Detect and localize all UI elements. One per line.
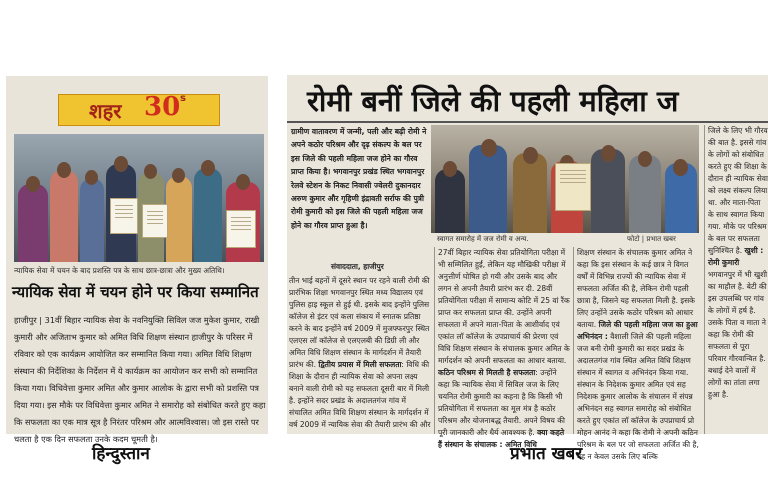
column-2-text-b: : उन्होंने कहा कि न्यायिक सेवा में सिविल जज के लिए चयनित रोमी कुमारी का कहना है कि किसी भी प्रतियोगिता में सफलता का मूल मंत्र है कठोर परिश्रम और योजनाबद्ध तैयारी. अपने विषय की पूरी जानकारी और धैर्य आवश्यक है. <box>438 368 565 437</box>
felicitation-photo <box>431 125 699 233</box>
masthead-word: शहर <box>89 99 122 123</box>
section-masthead <box>58 94 220 126</box>
column-4-subhead: खुशी : रोमी कुमारी <box>708 246 764 267</box>
photo-caption: स्वागत समारोह में जज रोमी व अन्य. <box>437 235 529 243</box>
article-body: हाजीपुर | 31वीं बिहार न्यायिक सेवा के नवनियुक्ति सिविल जज मुकेश कुमार, राखी कुमारी और अजिताभ कुमार को अमित विधि शिक्षण संस्थान हाजीपुर के परिसर में रविवार को एक कार्यक्रम आयोजित कर सम्मानित किया गया। अमित विधि शिक्षण संस्थान की निर्देशिका के निर्देशन में ये कार्यक्रम का आयोजन कर सभी को सम्मानित किया गया। विधिवेत्ता कुमार अमित और कुमार आलोक के द्वारा सभी को प्रशस्ति पत्र दिया गया। इस मौके पर विधिवेत्ता कुमार अमित ने समारोह को संबोधित करते हुए कहा कि सफलता का एक मात्र सूत्र है निरंतर परिश्रम और आत्मविश्वास। जो इस रास्ते पर चलता है एक दिन सफलता उनके कदम चूमती है। <box>14 315 266 444</box>
source-label-prabhat-khabar: प्रभात खबर <box>510 444 583 464</box>
column-1-text-b: : विधि की शिक्षा के दौरान ही न्यायिक सेवा को अपना लक्ष्य बनाने वाली रोमी को यह सफलता दूसरी बार में मिली है. इन्होंने सदर प्रखंड के अदालतगंज गांव में संचालित अमित विधि शिक्षण संस्थान के मार्गदर्शन में वर्ष 2009 में न्यायिक सेवा की तैयारी प्रारंभ की और <box>289 360 431 429</box>
headline-rule <box>287 121 768 123</box>
column-3-text: शिक्षण संस्थान के संचालक कुमार अमित ने कहा कि इस संस्थान के कई छात्र ने विगत वर्षों में विभिन्न राज्यों की न्यायिक सेवा में सफलता अर्जित की है, लेकिन रोमी पहली छात्रा है, जिसने यह सफलता मिली है. इसके लिए उन्होंने उसके कठोर परिश्रम को आधार बताया. <box>577 248 695 329</box>
column-2-text: 27वीं बिहार न्यायिक सेवा प्रतियोगिता परीक्षा में भी सम्मिलित हुईं, लेकिन यह मौखिकी परीक्षा में अनुत्तीर्ण घोषित हो गयी और उसके बाद और लगन से अपनी तैयारी प्रारंभ कर दी. 28वीं प्रतियोगिता परीक्षा में सामान्य कोटि में 25 वां रैंक प्राप्त कर सफलता प्राप्त की. उन्होंने अपनी सफलता में अपने माता-पिता के आशीर्वाद एवं एकांत लॉ कॉलेज के उपप्राचार्य की प्रेरणा एवं विधि शिक्षण संस्थान के संचालक कुमार अमित के मार्गदर्शन को अपनी सफलता का आधार बताया. <box>438 248 570 365</box>
newspaper-clipping-hindustan <box>6 76 268 444</box>
dateline: संवाददाता, हाजीपुर <box>331 262 384 271</box>
photo-caption: न्यायिक सेवा में चयन के बाद प्रशस्ति पत्र के साथ छात्र-छात्रा और मुख्य अतिथि। <box>14 266 225 275</box>
article-headline: रोमी बनीं जिले की पहली महिला ज <box>307 84 679 118</box>
column-2-footer: क्या कहते हैं संस्थान के संचालक : अमित विधि <box>438 428 565 449</box>
photo-credit: फोटो | प्रभात खबर <box>627 235 676 243</box>
newspaper-clipping-prabhat-khabar <box>287 75 768 461</box>
masthead-suffix: s <box>180 93 186 104</box>
article-headline: न्यायिक सेवा में चयन होने पर किया सम्मानित <box>12 283 259 301</box>
column-rule <box>573 247 574 434</box>
article-column-1 <box>289 275 431 434</box>
group-photo <box>14 134 264 262</box>
column-2-subhead: कठिन परिश्रम से मिलती है सफलता <box>438 368 536 377</box>
article-intro: ग्रामीण वातावरण में जन्मी, पली और बढ़ी रोमी ने अपने कठोर परिश्रम और दृढ़ संकल्प के बल पर इस जिले की पहली महिला जज होने का गौरव प्राप्त किया है। भगवानपुर प्रखंड स्थित भगवानपुर रेलवे स्टेशन के निकट निवासी ज्वेलरी दुकानदार अरुण कुमार और गृहिणी इंद्रावती सर्राफ की पुत्री रोमी कुमारी को इस जिले की पहली महिला जज होने का गौरव प्राप्त हुआ है। <box>291 127 427 230</box>
article-column-3 <box>577 247 701 461</box>
masthead-number: 30 <box>144 92 181 122</box>
article-column-2 <box>438 247 570 449</box>
source-label-hindustan: हिन्दुस्तान <box>92 444 150 464</box>
column-4-text-b: भगवानपुर में भी खुशी का माहौल है. बेटी की इस उपलब्धि पर गांव के लोगों में हर्ष है. उसके पिता व माता ने कहा कि रोमी की सफलता से पूरा परिवार गौरवान्वित है. बधाई देने वालों में लोगों का तांता लगा हुआ है. <box>708 270 768 399</box>
column-1-text: तीन भाई बहनों में दूसरे स्थान पर रहने वाली रोमी की प्रारंभिक शिक्षा भगवानपुर स्थित मध्य विद्यालय एवं पुलिस हाइ स्कूल से हुई थी. इसके बाद इन्होंने पुलिस कॉलेज से इंटर एवं कला संकाय में स्नातक प्रतिष्ठा करने के बाद इन्होंने वर्ष 2009 में मुजफ्फरपुर स्थित एलएस लॉ कॉलेज से एलएलबी की डिग्री ली और अमित विधि शिक्षण संस्थान के मार्गदर्शन में तैयारी प्रारंभ की. <box>289 276 430 369</box>
column-3-subhead: जिले की पहली महिला जज का हुआ अभिनंदन : <box>577 320 698 341</box>
column-rule <box>704 125 705 434</box>
column-4-text: जिले के लिए भी गौरव की बात है. इससे गांव के लोगों को संबोधित करते हुए की शिक्षा के दौरान ही न्यायिक सेवा को लक्ष्य संकल्प लिया था. और माता-पिता के साथ स्वागत किया गया. मौके पर परिश्रम के बल पर सफलता सुनिश्चित है. <box>708 126 768 255</box>
column-rule <box>434 247 435 434</box>
column-1-subhead: द्वितीय प्रयास में मिली सफलता <box>318 360 402 369</box>
column-3-text-b: वैशाली जिले की पहली महिला जज बनी रोमी कुमारी का सदर प्रखंड के अदालतगंज गांव स्थित अमित विधि शिक्षण संस्थान में स्वागत व अभिनंदन किया गया. संस्थान के निदेशक कुमार अमित एवं सह निदेशक कुमार आलोक के संचालन में संपन्न अभिनंदन सह स्वागत समारोह को संबोधित करते हुए एकांत लॉ कॉलेज के उपप्राचार्य प्रो मोहन आनंद ने कहा कि रोमी ने अपनी कठिन परिश्रम के बल पर जो सफलता अर्जित की है, वह न केवल उसके लिए बल्कि <box>577 332 699 461</box>
article-column-4 <box>708 125 768 434</box>
